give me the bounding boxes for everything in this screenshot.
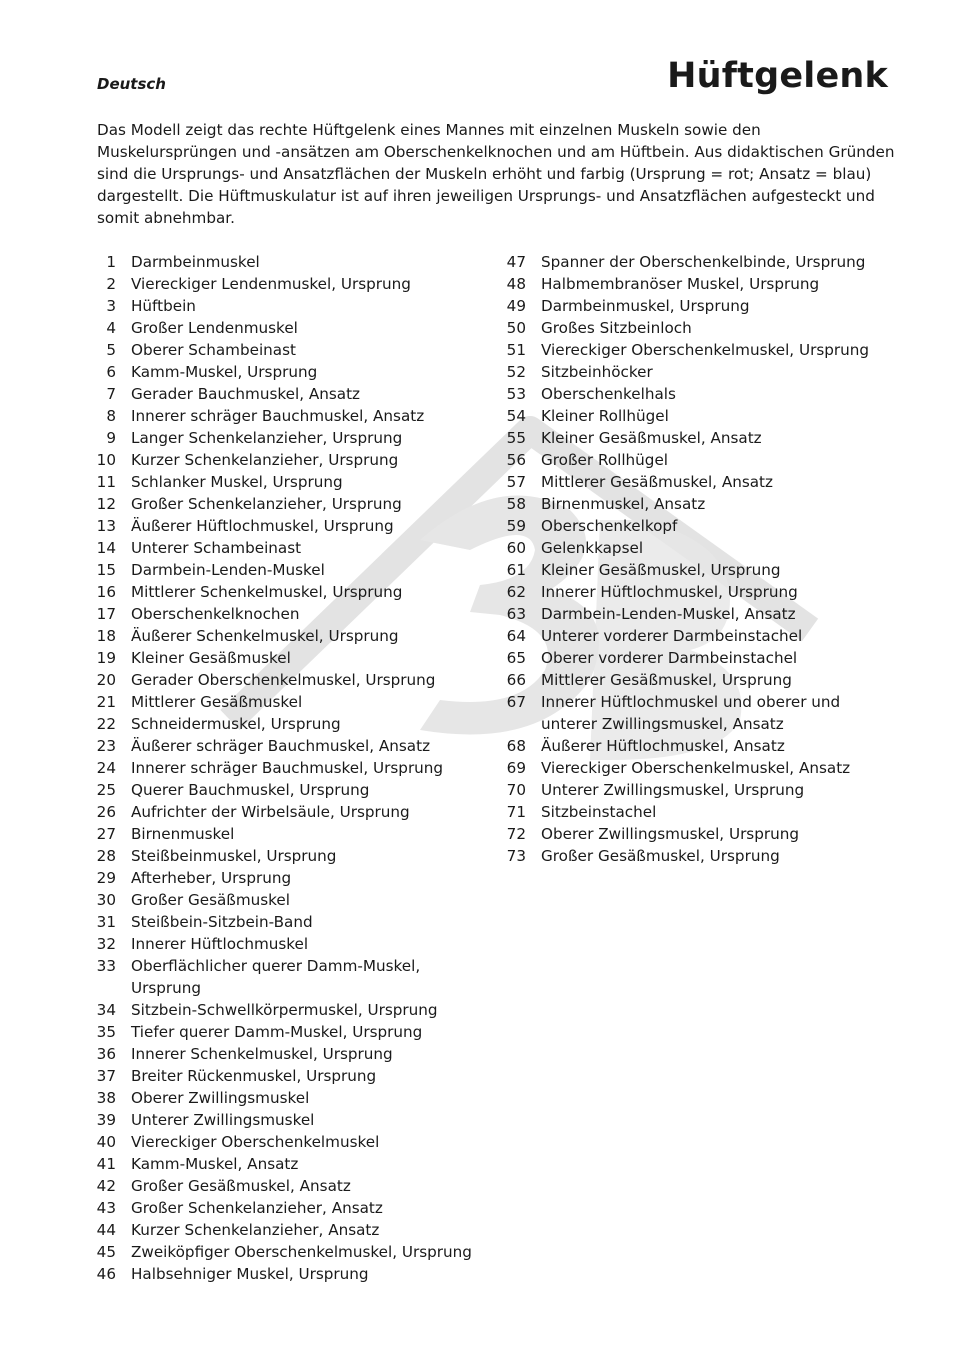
legend-item xyxy=(90,823,490,845)
legend-item xyxy=(90,911,490,933)
legend-item-number: 1 xyxy=(106,253,116,271)
legend-item-number: 57 xyxy=(506,473,526,491)
legend-item-label: Oberer Schambeinast xyxy=(131,341,296,359)
legend-item-number: 24 xyxy=(96,759,116,777)
legend-item-number: 27 xyxy=(96,825,116,843)
legend-item-number: 31 xyxy=(96,913,116,931)
legend-item-number: 23 xyxy=(96,737,116,755)
legend-item-label: Oberer Zwillingsmuskel, Ursprung xyxy=(541,825,800,843)
legend-item-label: Innerer Schenkelmuskel, Ursprung xyxy=(131,1045,393,1063)
legend-item xyxy=(90,559,490,581)
legend-item xyxy=(90,1153,490,1175)
legend-item-label: Oberflächlicher querer Damm-Muskel, Ursprung xyxy=(131,957,421,997)
legend-item-label: Großer Schenkelanzieher, Ursprung xyxy=(131,495,402,513)
legend-item-number: 2 xyxy=(106,275,116,293)
legend-item xyxy=(500,779,900,801)
legend-item-label: Mittlerer Gesäßmuskel, Ansatz xyxy=(541,473,773,491)
legend-item-number: 48 xyxy=(506,275,526,293)
legend-item xyxy=(500,405,900,427)
legend-item-number: 50 xyxy=(506,319,526,337)
legend-item-number: 65 xyxy=(506,649,526,667)
legend-item-label: Kurzer Schenkelanzieher, Ursprung xyxy=(131,451,399,469)
legend-item-label: Spanner der Oberschenkelbinde, Ursprung xyxy=(541,253,866,271)
legend-item xyxy=(90,845,490,867)
legend-item-label: Darmbeinmuskel, Ursprung xyxy=(541,297,750,315)
legend-item xyxy=(90,449,490,471)
legend-item xyxy=(90,405,490,427)
legend-item xyxy=(500,581,900,603)
page-title: Hüftgelenk xyxy=(667,56,888,96)
legend-item xyxy=(90,581,490,603)
legend-item-label: Innerer Hüftlochmuskel xyxy=(131,935,309,953)
legend-item-number: 69 xyxy=(506,759,526,777)
legend-item-label: Halbmembranöser Muskel, Ursprung xyxy=(541,275,820,293)
legend-item xyxy=(90,295,490,317)
legend-item xyxy=(90,1109,490,1131)
legend-item-label: Sitzbein-Schwellkörpermuskel, Ursprung xyxy=(131,1001,438,1019)
legend-item-label: Sitzbeinhöcker xyxy=(541,363,653,381)
legend-item xyxy=(500,273,900,295)
legend-item-number: 13 xyxy=(96,517,116,535)
legend-item xyxy=(500,295,900,317)
legend-item xyxy=(500,691,900,735)
legend-item xyxy=(90,735,490,757)
legend-item-number: 33 xyxy=(96,957,116,975)
legend-item-label: Gerader Bauchmuskel, Ansatz xyxy=(131,385,361,403)
legend-item-number: 70 xyxy=(506,781,526,799)
legend-item xyxy=(90,867,490,889)
legend-item-number: 59 xyxy=(506,517,526,535)
legend-item-label: Querer Bauchmuskel, Ursprung xyxy=(131,781,370,799)
legend-item-label: Oberer vorderer Darmbeinstachel xyxy=(541,649,798,667)
legend-item xyxy=(90,1043,490,1065)
legend-item-number: 38 xyxy=(96,1089,116,1107)
legend-item xyxy=(90,1219,490,1241)
legend-item-label: Darmbeinmuskel xyxy=(131,253,260,271)
language-label: Deutsch xyxy=(97,75,166,93)
legend-item-label: Innerer Hüftlochmuskel, Ursprung xyxy=(541,583,798,601)
legend-item xyxy=(500,515,900,537)
legend-item-label: Viereckiger Oberschenkelmuskel xyxy=(131,1133,380,1151)
legend-item-number: 35 xyxy=(96,1023,116,1041)
legend-item xyxy=(90,361,490,383)
legend-item-number: 6 xyxy=(106,363,116,381)
legend-item-label: Unterer Schambeinast xyxy=(131,539,302,557)
legend-item-label: Kamm-Muskel, Ansatz xyxy=(131,1155,299,1173)
legend-item-number: 21 xyxy=(96,693,116,711)
legend-item-number: 51 xyxy=(506,341,526,359)
legend-item xyxy=(90,383,490,405)
legend-item-number: 4 xyxy=(106,319,116,337)
legend-item-number: 72 xyxy=(506,825,526,843)
legend-item-label: Schlanker Muskel, Ursprung xyxy=(131,473,343,491)
legend-item-number: 46 xyxy=(96,1265,116,1283)
legend-item-label: Unterer Zwillingsmuskel, Ursprung xyxy=(541,781,805,799)
legend-item-label: Äußerer schräger Bauchmuskel, Ansatz xyxy=(131,737,431,755)
legend-item-number: 16 xyxy=(96,583,116,601)
legend-item-label: Hüftbein xyxy=(131,297,196,315)
legend-item-label: Halbsehniger Muskel, Ursprung xyxy=(131,1265,369,1283)
legend-item-label: Oberschenkelkopf xyxy=(541,517,678,535)
legend-item-label: Langer Schenkelanzieher, Ursprung xyxy=(131,429,403,447)
legend-item-number: 39 xyxy=(96,1111,116,1129)
legend-item-number: 17 xyxy=(96,605,116,623)
legend-item-number: 14 xyxy=(96,539,116,557)
legend-item xyxy=(90,647,490,669)
legend-item xyxy=(90,317,490,339)
legend-item-label: Sitzbeinstachel xyxy=(541,803,657,821)
legend-item-number: 5 xyxy=(106,341,116,359)
legend-item-number: 7 xyxy=(106,385,116,403)
legend-item xyxy=(500,537,900,559)
legend-item xyxy=(90,625,490,647)
legend-item-label: Steißbein-Sitzbein-Band xyxy=(131,913,313,931)
legend-item-number: 3 xyxy=(106,297,116,315)
legend-item-label: Oberschenkelhals xyxy=(541,385,676,403)
legend-item-label: Darmbein-Lenden-Muskel, Ansatz xyxy=(541,605,796,623)
legend-item-number: 34 xyxy=(96,1001,116,1019)
legend-item-number: 58 xyxy=(506,495,526,513)
legend-item xyxy=(500,449,900,471)
legend-item-number: 41 xyxy=(96,1155,116,1173)
legend-item-number: 20 xyxy=(96,671,116,689)
legend-item xyxy=(500,603,900,625)
legend-item xyxy=(500,493,900,515)
legend-item-number: 30 xyxy=(96,891,116,909)
legend-item xyxy=(500,801,900,823)
legend-item-number: 52 xyxy=(506,363,526,381)
legend-item xyxy=(90,493,490,515)
legend-item-number: 25 xyxy=(96,781,116,799)
legend-item-number: 36 xyxy=(96,1045,116,1063)
legend-item xyxy=(90,537,490,559)
legend-item xyxy=(90,757,490,779)
legend-item-label: Innerer schräger Bauchmuskel, Ansatz xyxy=(131,407,425,425)
legend-item xyxy=(90,999,490,1021)
legend-item-label: Kurzer Schenkelanzieher, Ansatz xyxy=(131,1221,380,1239)
legend-item-label: Innerer Hüftlochmuskel und oberer und unterer Zwillingsmuskel, Ansatz xyxy=(541,693,841,733)
legend-item xyxy=(500,757,900,779)
legend-item xyxy=(500,647,900,669)
legend-item-label: Darmbein-Lenden-Muskel xyxy=(131,561,325,579)
legend-item xyxy=(90,933,490,955)
legend-item-label: Äußerer Hüftlochmuskel, Ursprung xyxy=(131,517,394,535)
legend-item xyxy=(500,823,900,845)
legend-item-label: Unterer vorderer Darmbeinstachel xyxy=(541,627,803,645)
legend-item-number: 55 xyxy=(506,429,526,447)
legend-item-number: 54 xyxy=(506,407,526,425)
legend-item-number: 9 xyxy=(106,429,116,447)
legend-item-label: Oberer Zwillingsmuskel xyxy=(131,1089,310,1107)
legend-item-number: 63 xyxy=(506,605,526,623)
legend-item xyxy=(500,845,900,867)
legend-item xyxy=(500,427,900,449)
legend-item-label: Gerader Oberschenkelmuskel, Ursprung xyxy=(131,671,436,689)
legend-item xyxy=(500,383,900,405)
legend-item-label: Viereckiger Oberschenkelmuskel, Ursprung xyxy=(541,341,870,359)
legend-item xyxy=(90,471,490,493)
legend-item xyxy=(90,669,490,691)
legend-item-label: Mittlerer Gesäßmuskel, Ursprung xyxy=(541,671,792,689)
legend-item-number: 67 xyxy=(506,693,526,711)
legend-item-number: 26 xyxy=(96,803,116,821)
legend-item-number: 44 xyxy=(96,1221,116,1239)
legend-item-label: Großer Gesäßmuskel, Ansatz xyxy=(131,1177,351,1195)
legend-item-label: Innerer schräger Bauchmuskel, Ursprung xyxy=(131,759,444,777)
legend-item-label: Oberschenkelknochen xyxy=(131,605,300,623)
legend-item-label: Kleiner Gesäßmuskel xyxy=(131,649,291,667)
legend-item-label: Birnenmuskel xyxy=(131,825,235,843)
legend-item-label: Steißbeinmuskel, Ursprung xyxy=(131,847,337,865)
legend-item xyxy=(90,1197,490,1219)
legend-item xyxy=(90,1241,490,1263)
legend-item-number: 11 xyxy=(96,473,116,491)
legend-list-left xyxy=(90,251,490,1285)
legend-item xyxy=(90,1087,490,1109)
legend-item xyxy=(90,515,490,537)
legend-item-number: 22 xyxy=(96,715,116,733)
legend-item xyxy=(500,471,900,493)
legend-item-label: Kamm-Muskel, Ursprung xyxy=(131,363,318,381)
legend-item xyxy=(90,427,490,449)
legend-item-label: Zweiköpfiger Oberschenkelmuskel, Ursprung xyxy=(131,1243,472,1261)
legend-item-number: 71 xyxy=(506,803,526,821)
legend-item-number: 18 xyxy=(96,627,116,645)
legend-item xyxy=(90,691,490,713)
legend-item xyxy=(500,559,900,581)
legend-item-label: Kleiner Gesäßmuskel, Ursprung xyxy=(541,561,781,579)
legend-item xyxy=(90,713,490,735)
legend-item-number: 37 xyxy=(96,1067,116,1085)
legend-item-number: 62 xyxy=(506,583,526,601)
legend-item xyxy=(90,801,490,823)
legend-item-label: Äußerer Schenkelmuskel, Ursprung xyxy=(131,627,399,645)
legend-item xyxy=(90,1131,490,1153)
legend-item xyxy=(500,317,900,339)
legend-item-number: 8 xyxy=(106,407,116,425)
legend-item-label: Großer Rollhügel xyxy=(541,451,669,469)
legend-item-label: Birnenmuskel, Ansatz xyxy=(541,495,706,513)
legend-item-label: Viereckiger Lendenmuskel, Ursprung xyxy=(131,275,411,293)
legend-item xyxy=(90,889,490,911)
legend-item-number: 29 xyxy=(96,869,116,887)
legend-item-number: 15 xyxy=(96,561,116,579)
legend-item-number: 53 xyxy=(506,385,526,403)
legend-item-label: Großer Schenkelanzieher, Ansatz xyxy=(131,1199,383,1217)
legend-item-number: 28 xyxy=(96,847,116,865)
legend-item-label: Äußerer Hüftlochmuskel, Ansatz xyxy=(541,737,785,755)
legend-item-label: Schneidermuskel, Ursprung xyxy=(131,715,341,733)
legend-item-label: Tiefer querer Damm-Muskel, Ursprung xyxy=(131,1023,423,1041)
legend-item xyxy=(90,603,490,625)
legend-item-label: Unterer Zwillingsmuskel xyxy=(131,1111,315,1129)
legend-item-label: Afterheber, Ursprung xyxy=(131,869,292,887)
legend-item xyxy=(90,1175,490,1197)
legend-item-number: 19 xyxy=(96,649,116,667)
legend-item-label: Viereckiger Oberschenkelmuskel, Ansatz xyxy=(541,759,851,777)
legend-item xyxy=(90,339,490,361)
legend-item-number: 32 xyxy=(96,935,116,953)
legend-item xyxy=(500,361,900,383)
legend-item xyxy=(90,1065,490,1087)
legend-item-label: Mittlerer Gesäßmuskel xyxy=(131,693,303,711)
legend-item xyxy=(500,735,900,757)
legend-item xyxy=(90,251,490,273)
legend-item-label: Aufrichter der Wirbelsäule, Ursprung xyxy=(131,803,410,821)
legend-item-number: 47 xyxy=(506,253,526,271)
legend-item-number: 60 xyxy=(506,539,526,557)
legend-item-label: Gelenkkapsel xyxy=(541,539,644,557)
legend-item-number: 49 xyxy=(506,297,526,315)
legend-item-number: 68 xyxy=(506,737,526,755)
legend-item-label: Großer Gesäßmuskel, Ursprung xyxy=(541,847,780,865)
legend-item-label: Kleiner Gesäßmuskel, Ansatz xyxy=(541,429,762,447)
intro-paragraph: Das Modell zeigt das rechte Hüftgelenk eines Mannes mit einzelnen Muskeln sowie den Muskelursprüngen und -ansätzen am Oberschenkelknochen und am Hüftbein. Aus didaktischen Gründen sind die Ursprungs- und Ansatzflächen der Muskeln erhöht und farbig (Ursprung = rot; Ansatz = blau) dargestellt. Die Hüftmuskulatur ist auf ihren jeweiligen Ursprungs- und Ansatzflächen aufgesteckt und somit abnehmbar. xyxy=(97,121,895,227)
legend-item-label: Mittlerer Schenkelmuskel, Ursprung xyxy=(131,583,403,601)
legend-item-label: Großer Lendenmuskel xyxy=(131,319,298,337)
legend-list-right xyxy=(500,251,900,867)
legend-item-number: 66 xyxy=(506,671,526,689)
legend-item-number: 40 xyxy=(96,1133,116,1151)
legend-item-label: Kleiner Rollhügel xyxy=(541,407,669,425)
legend-item-number: 73 xyxy=(506,847,526,865)
legend-item-number: 12 xyxy=(96,495,116,513)
legend-item xyxy=(500,669,900,691)
legend-item-label: Großer Gesäßmuskel xyxy=(131,891,291,909)
legend-item-number: 64 xyxy=(506,627,526,645)
legend-item xyxy=(90,955,490,999)
legend-item-label: Großes Sitzbeinloch xyxy=(541,319,692,337)
legend-item xyxy=(90,1263,490,1285)
legend-item-number: 61 xyxy=(506,561,526,579)
legend-item xyxy=(90,1021,490,1043)
legend-item xyxy=(90,273,490,295)
legend-item-label: Breiter Rückenmuskel, Ursprung xyxy=(131,1067,377,1085)
legend-item xyxy=(500,339,900,361)
legend-item-number: 43 xyxy=(96,1199,116,1217)
legend-item-number: 10 xyxy=(96,451,116,469)
legend-item-number: 42 xyxy=(96,1177,116,1195)
legend-item-number: 56 xyxy=(506,451,526,469)
legend-item xyxy=(500,251,900,273)
legend-item xyxy=(90,779,490,801)
legend-item-number: 45 xyxy=(96,1243,116,1261)
legend-item xyxy=(500,625,900,647)
